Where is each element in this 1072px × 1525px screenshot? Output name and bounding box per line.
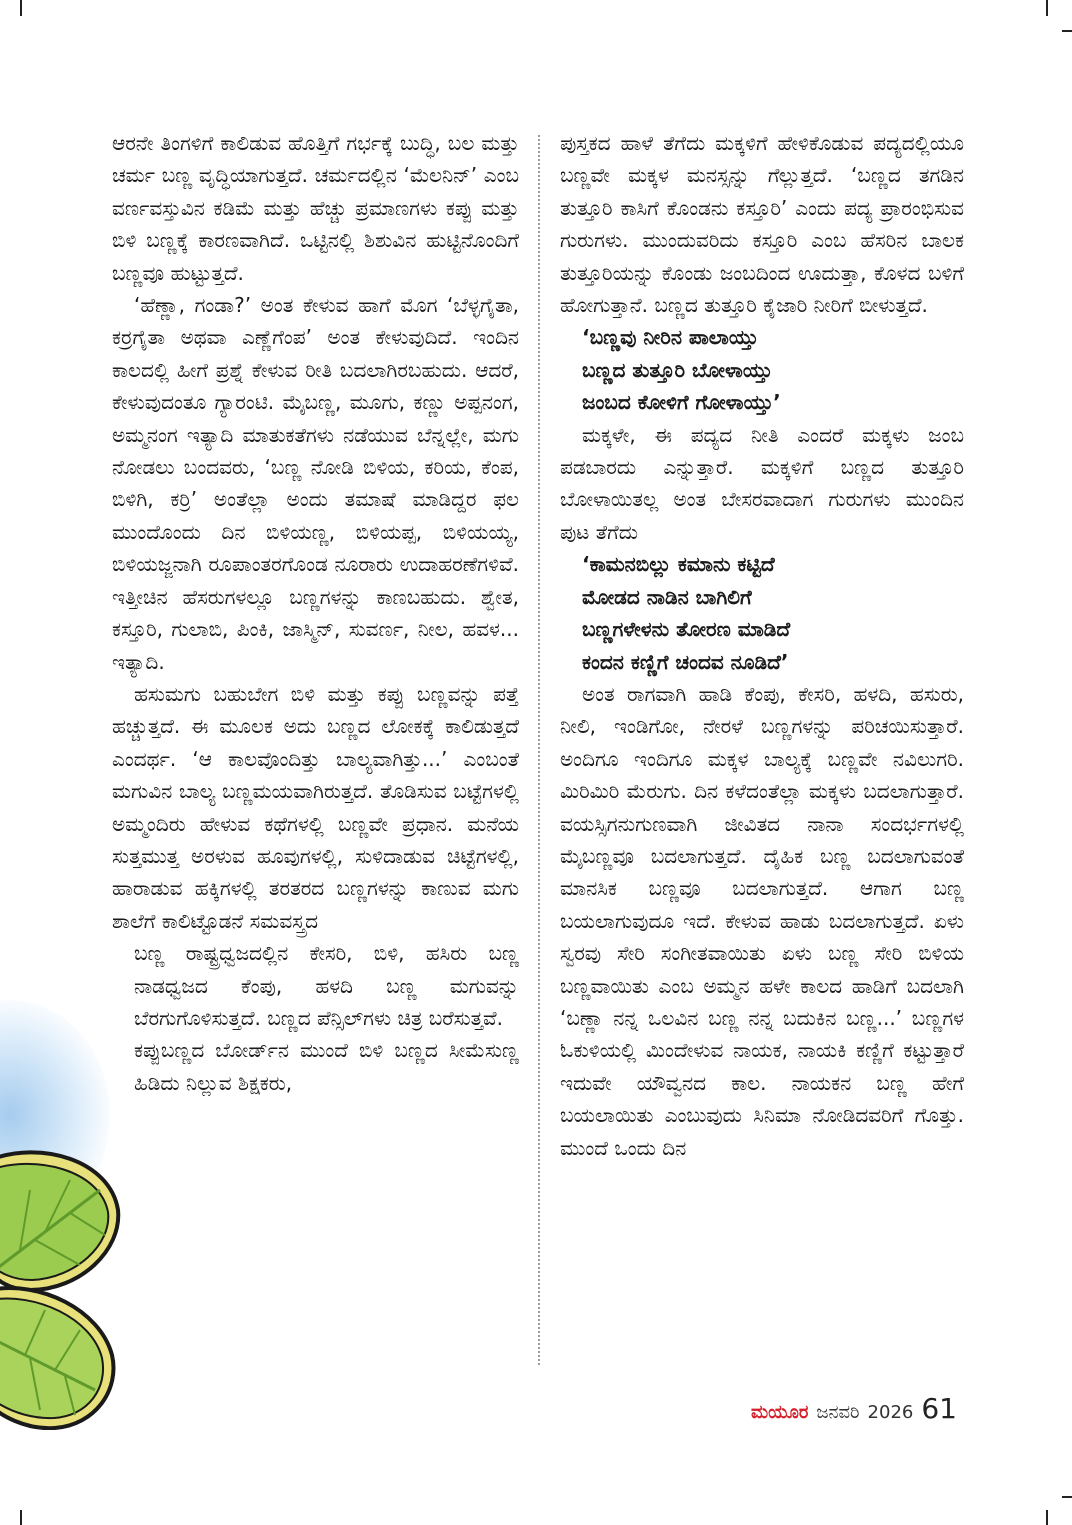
right-paragraph-2: ಮಕ್ಕಳೇ, ಈ ಪದ್ಯದ ನೀತಿ ಎಂದರೆ ಮಕ್ಕಳು ಜಂಬ ಪಡಬಾರದು ಎನ್ನುತ್ತಾರೆ. ಮಕ್ಕಳಿಗೆ ಬಣ್ಣದ ತುತ್ತೂರಿ ಬೋಳಾಯಿತಲ್ಲ ಅಂತ ಬೇಸರವಾದಾಗ ಗುರುಗಳು ಮುಂದಿನ ಪುಟ ತೆಗೆದು [560, 422, 964, 544]
right-paragraph-3: ಅಂತ ರಾಗವಾಗಿ ಹಾಡಿ ಕೆಂಪು, ಕೇಸರಿ, ಹಳದಿ, ಹಸುರು, ನೀಲಿ, ಇಂಡಿಗೋ, ನೇರಳೆ ಬಣ್ಣಗಳನ್ನು ಪರಿಚಯಿಸುತ್ತಾರೆ. ಅಂದಿಗೂ ಇಂದಿಗೂ ಮಕ್ಕಳ ಬಾಲ್ಯಕ್ಕೆ ಬಣ್ಣವೇ ನವಿಲುಗರಿ. ಮಿರಿಮಿರಿ ಮೆರುಗು. ದಿನ ಕಳೆದಂತೆಲ್ಲಾ ಮಕ್ಕಳು ಬದಲಾಗುತ್ತಾರೆ. ವಯಸ್ಸಿಗನುಗುಣವಾಗಿ ಜೀವಿತದ ನಾನಾ ಸಂದರ್ಭಗಳಲ್ಲಿ ಮೈಬಣ್ಣವೂ ಬದಲಾಗುತ್ತದೆ. ದೈಹಿಕ ಬಣ್ಣ ಬದಲಾಗುವಂತೆ ಮಾನಸಿಕ ಬಣ್ಣವೂ ಬದಲಾಗುತ್ತದೆ. ಆಗಾಗ ಬಣ್ಣ ಬಯಲಾಗುವುದೂ ಇದೆ. ಕೇಳುವ ಹಾಡು ಬದಲಾಗುತ್ತದೆ. ಏಳು ಸ್ವರವು ಸೇರಿ ಸಂಗೀತವಾಯಿತು ಏಳು ಬಣ್ಣ ಸೇರಿ ಬಿಳಿಯ ಬಣ್ಣವಾಯಿತು ಎಂಬ ಅಮ್ಮನ ಹಳೇ ಕಾಲದ ಹಾಡಿಗೆ ಬದಲಾಗಿ ‘ಬಣ್ಣಾ ನನ್ನ ಒಲವಿನ ಬಣ್ಣ ನನ್ನ ಬದುಕಿನ ಬಣ್ಣ...’ ಬಣ್ಣಗಳ ಓಕುಳಿಯಲ್ಲಿ ಮಿಂದೇಳುವ ನಾಯಕ, ನಾಯಕಿ ಕಣ್ಣಿಗೆ ಕಟ್ಟುತ್ತಾರೆ ಇದುವೇ ಯೌವ್ವನದ ಕಾಲ. ನಾಯಕನ ಬಣ್ಣ ಹೇಗೆ ಬಯಲಾಯಿತು ಎಂಬುವುದು ಸಿನಿಮಾ ನೋಡಿದವರಿಗೆ ಗೊತ್ತು. ಮುಂದೆ ಒಂದು ದಿನ [560, 681, 964, 1160]
poem-line: ಜಂಬದ ಕೋಳಿಗೆ ಗೋಳಾಯ್ತು’ [582, 390, 781, 415]
right-paragraph-1: ಪುಸ್ತಕದ ಹಾಳೆ ತೆಗೆದು ಮಕ್ಕಳಿಗೆ ಹೇಳಿಕೊಡುವ ಪದ್ಯದಲ್ಲಿಯೂ ಬಣ್ಣವೇ ಮಕ್ಕಳ ಮನಸ್ಸನ್ನು ಗೆಲ್ಲುತ್ತದೆ. ‘ಬಣ್ಣದ ತಗಡಿನ ತುತ್ತೂರಿ ಕಾಸಿಗೆ ಕೊಂಡನು ಕಸ್ತೂರಿ’ ಎಂದು ಪದ್ಯ ಪ್ರಾರಂಭಿಸುವ ಗುರುಗಳು. ಮುಂದುವರಿದು ಕಸ್ತೂರಿ ಎಂಬ ಹೆಸರಿನ ಬಾಲಕ ತುತ್ತೂರಿಯನ್ನು ಕೊಂಡು ಜಂಬದಿಂದ ಊದುತ್ತಾ, ಕೊಳದ ಬಳಿಗೆ ಹೋಗುತ್ತಾನೆ. ಬಣ್ಣದ ತುತ್ತೂರಿ ಕೈಜಾರಿ ನೀರಿಗೆ ಬೀಳುತ್ತದೆ. [560, 131, 964, 318]
left-paragraph-4: ಬಣ್ಣ ರಾಷ್ಟ್ರಧ್ವಜದಲ್ಲಿನ ಕೇಸರಿ, ಬಿಳಿ, ಹಸಿರು ಬಣ್ಣ ನಾಡಧ್ವಜದ ಕೆಂಪು, ಹಳದಿ ಬಣ್ಣ ಮಗುವನ್ನು ಬೆರಗುಗೊಳಿಸುತ್ತದೆ. ಬಣ್ಣದ ಪೆನ್ಸಿಲ್‌ಗಳು ಚಿತ್ರ ಬರೆಸುತ್ತವೆ. [134, 941, 519, 1030]
crop-mark-bottom-right [1046, 1510, 1048, 1525]
magazine-name: ಮಯೂರ [750, 1402, 809, 1423]
poem-line: ‘ಬಣ್ಣವು ನೀರಿನ ಪಾಲಾಯ್ತು [582, 325, 759, 350]
column-divider [538, 135, 540, 1365]
left-paragraph-1: ಆರನೇ ತಿಂಗಳಿಗೆ ಕಾಲಿಡುವ ಹೊತ್ತಿಗೆ ಗರ್ಭಕ್ಕೆ ಬುದ್ಧಿ, ಬಲ ಮತ್ತು ಚರ್ಮ ಬಣ್ಣ ವೃದ್ಧಿಯಾಗುತ್ತದೆ. ಚರ್ಮದಲ್ಲಿನ ‘ಮೆಲನಿನ್’ ಎಂಬ ವರ್ಣವಸ್ತುವಿನ ಕಡಿಮೆ ಮತ್ತು ಹೆಚ್ಚು ಪ್ರಮಾಣಗಳು ಕಪ್ಪು ಮತ್ತು ಬಿಳಿ ಬಣ್ಣಕ್ಕೆ ಕಾರಣವಾಗಿದೆ. ಒಟ್ಟಿನಲ್ಲಿ ಶಿಶುವಿನ ಹುಟ್ಟಿನೊಂದಿಗೆ ಬಣ್ಣವೂ ಹುಟ್ಟುತ್ತದೆ. [112, 131, 519, 285]
poem-line: ಕಂದನ ಕಣ್ಣಿಗೆ ಚಂದವ ನೂಡಿದೆ’ [582, 649, 789, 674]
poem-line: ಬಣ್ಣಗಳೇಳನು ತೋರಣ ಮಾಡಿದೆ [582, 617, 791, 642]
page-number: 61 [921, 1392, 957, 1425]
poem-line: ಬಣ್ಣದ ತುತ್ತೂರಿ ಬೋಳಾಯ್ತು [582, 357, 773, 382]
crop-mark-right-lower [1062, 1496, 1072, 1498]
left-paragraph-3: ಹಸುಮಗು ಬಹುಬೇಗ ಬಿಳಿ ಮತ್ತು ಕಪ್ಪು ಬಣ್ಣವನ್ನು ಪತ್ತೆ ಹಚ್ಚುತ್ತದೆ. ಈ ಮೂಲಕ ಅದು ಬಣ್ಣದ ಲೋಕಕ್ಕೆ ಕಾಲಿಡುತ್ತದೆ ಎಂದರ್ಥ. ‘ಆ ಕಾಲವೊಂದಿತ್ತು ಬಾಲ್ಯವಾಗಿತ್ತು...’ ಎಂಬಂತೆ ಮಗುವಿನ ಬಾಲ್ಯ ಬಣ್ಣಮಯವಾಗಿರುತ್ತದೆ. ತೊಡಿಸುವ ಬಟ್ಟೆಗಳಲ್ಲಿ ಅಮ್ಮಂದಿರು ಹೇಳುವ ಕಥೆಗಳಲ್ಲಿ ಬಣ್ಣವೇ ಪ್ರಧಾನ. ಮನೆಯ ಸುತ್ತಮುತ್ತ ಅರಳುವ ಹೂವುಗಳಲ್ಲಿ, ಸುಳಿದಾಡುವ ಚಿಟ್ಟೆಗಳಲ್ಲಿ, ಹಾರಾಡುವ ಹಕ್ಕಿಗಳಲ್ಲಿ ತರತರದ ಬಣ್ಣಗಳನ್ನು ಕಾಣುವ ಮಗು ಶಾಲೆಗೆ ಕಾಲಿಟ್ಟೊಡನೆ ಸಮವಸ್ತ್ರದ [112, 681, 519, 933]
page-footer [751, 1392, 957, 1425]
left-paragraph-5: ಕಪ್ಪುಬಣ್ಣದ ಬೋರ್ಡ್‌ನ ಮುಂದೆ ಬಿಳಿ ಬಣ್ಣದ ಸೀಮೆಸುಣ್ಣ ಹಿಡಿದು ನಿಲ್ಲುವ ಶಿಕ್ಷಕರು, [134, 1038, 519, 1095]
issue-year: 2026 [867, 1402, 914, 1423]
left-column [112, 127, 519, 1099]
poem-line: ‘ಕಾಮನಬಿಲ್ಲು ಕಮಾನು ಕಟ್ಟಿದೆ [582, 552, 775, 577]
crop-mark-top-right [1046, 0, 1048, 16]
issue-month: ಜನವರಿ [816, 1402, 860, 1423]
leaf-illustration [0, 1140, 125, 1430]
crop-mark-top-left [20, 0, 22, 16]
crop-mark-right-upper [1062, 30, 1072, 32]
left-paragraph-2: ‘ಹೆಣ್ಣಾ, ಗಂಡಾ?’ ಅಂತ ಕೇಳುವ ಹಾಗೆ ಮೊಗ ‘ಬೆಳ್ಳಗೈತಾ, ಕರ್‍ರಗೈತಾ ಅಥವಾ ಎಣ್ಣೆಗೆಂಪ’ ಅಂತ ಕೇಳುವುದಿದೆ. ಇಂದಿನ ಕಾಲದಲ್ಲಿ ಹೀಗೆ ಪ್ರಶ್ನೆ ಕೇಳುವ ರೀತಿ ಬದಲಾಗಿರಬಹುದು. ಆದರೆ, ಕೇಳುವುದಂತೂ ಗ್ಯಾರಂಟಿ. ಮೈಬಣ್ಣ, ಮೂಗು, ಕಣ್ಣು ಅಪ್ಪನಂಗ, ಅಮ್ಮನಂಗ ಇತ್ಯಾದಿ ಮಾತುಕತೆಗಳು ನಡೆಯುವ ಬೆನ್ನಲ್ಲೇ, ಮಗು ನೋಡಲು ಬಂದವರು, ‘ಬಣ್ಣ ನೋಡಿ ಬಿಳಿಯ, ಕರಿಯ, ಕೆಂಪ, ಬಿಳಿಗಿ, ಕರ್‍ರಿ’ ಅಂತೆಲ್ಲಾ ಅಂದು ತಮಾಷೆ ಮಾಡಿದ್ದರ ಫಲ ಮುಂದೊಂದು ದಿನ ಬಿಳಿಯಣ್ಣ, ಬಿಳಿಯಪ್ಪ, ಬಿಳಿಯಯ್ಯ, ಬಿಳಿಯಜ್ಜನಾಗಿ ರೂಪಾಂತರಗೊಂಡ ನೂರಾರು ಉದಾಹರಣೆಗಳಿವೆ. ಇತ್ತೀಚಿನ ಹೆಸರುಗಳಲ್ಲೂ ಬಣ್ಣಗಳನ್ನು ಕಾಣಬಹುದು. ಶ್ವೇತ, ಕಸ್ತೂರಿ, ಗುಲಾಬಿ, ಪಿಂಕಿ, ಜಾಸ್ಮಿನ್, ಸುವರ್ಣ, ನೀಲ, ಹವಳ... ಇತ್ಯಾದಿ. [112, 293, 519, 674]
poem-line: ಮೋಡದ ನಾಡಿನ ಬಾಗಿಲಿಗೆ [582, 584, 752, 609]
crop-mark-bottom-left [20, 1510, 22, 1525]
right-column [560, 127, 964, 1164]
